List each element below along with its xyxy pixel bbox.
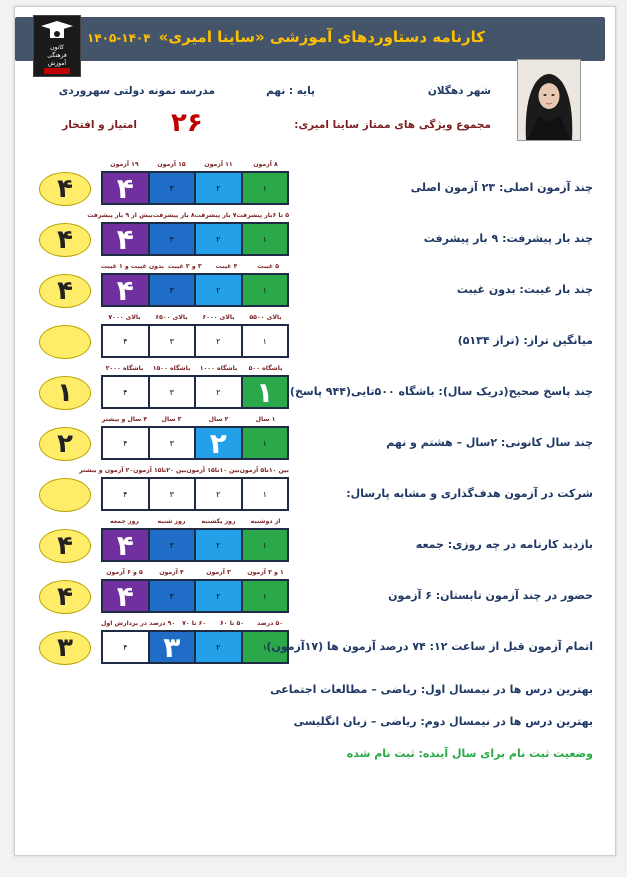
level-label: ۱۵ آزمون [157, 161, 186, 168]
level-label: ۳ سال [161, 416, 182, 423]
row-description: چند سال کانونی: ۲سال – هشتم و نهم [386, 436, 593, 449]
level-cell: ۱ [243, 530, 288, 560]
academic-years: ۱۴۰۵-۱۴۰۴ [87, 31, 151, 45]
level-label: بیش از ۹ بار پیشرفت [87, 212, 153, 219]
level-label: بالای ۵۵۰۰ [249, 314, 282, 321]
level-cell: ۴ [103, 479, 148, 509]
achievement-row [101, 222, 289, 256]
level-label: ۳ و ۲ غیبت [167, 263, 202, 270]
level-label: ۲ سال [208, 416, 229, 423]
achievement-row [101, 273, 289, 307]
level-cell: ۲ [196, 275, 241, 305]
level-label: ۹۰ درصد در بردارش اول [101, 620, 176, 627]
level-cell: ۳ [150, 224, 195, 254]
row-description: حضور در چند آزمون تابستان: ۶ آزمون [388, 589, 593, 602]
logo-text-3: آموزش [47, 60, 67, 67]
row-description: شرکت در آزمون هدف‌گذاری و مشابه پارسال: [346, 487, 593, 500]
level-label: بالای ۶۵۰۰ [155, 314, 188, 321]
logo-badge [44, 68, 70, 74]
level-label: بالای ۶۰۰۰ [202, 314, 235, 321]
level-cell: ۳ [150, 581, 195, 611]
row-labels [101, 314, 289, 324]
score-circle [39, 325, 91, 359]
level-label: بین ۱۰تا۵ آزمون [239, 467, 289, 474]
row-labels [101, 620, 289, 630]
report-title: کارنامه دستاوردهای آموزشی «ساینا امیری» [158, 28, 485, 46]
student-portrait-icon [518, 60, 580, 140]
level-cell: ۱ [243, 173, 288, 203]
level-cell: ۳ [150, 632, 195, 662]
level-label: ۱ سال [255, 416, 276, 423]
level-label: بین ۱۰تا۱۵ آزمون [186, 467, 240, 474]
best-courses-term1: بهترین درس ها در نیمسال اول: ریاضی – مطالعات اجتماعی [270, 683, 593, 696]
level-cell: ۱ [243, 377, 288, 407]
level-label: باشگاه ۱۰۰۰ [199, 365, 238, 372]
level-cell: ۱ [243, 224, 288, 254]
level-label: بین ۲۰تا۱۵ آزمون [133, 467, 187, 474]
grade-label: پایه : نهم [266, 85, 315, 97]
level-cell: ۳ [150, 326, 195, 356]
level-label: ۴ آزمون [159, 569, 184, 576]
header-bar [15, 17, 605, 61]
row-description: میانگین تراز: (تراز ۵۱۳۴) [457, 334, 593, 347]
score-circle: ۳ [39, 631, 91, 665]
student-photo [517, 59, 581, 141]
level-label: ۱ و ۲ آزمون [247, 569, 284, 576]
score-circle: ۴ [39, 223, 91, 257]
row-description: چند بار پیشرفت: ۹ بار پیشرفت [423, 232, 593, 245]
level-label: ۵ و ۶ آزمون [106, 569, 143, 576]
achievement-row [101, 171, 289, 205]
row-description: اتمام آزمون قبل از ساعت ۱۲: ۷۴ درصد آزمون ها (۱۷آزمون) [266, 640, 593, 653]
level-label: ۲۰ آزمون و بیشتر [79, 467, 134, 474]
school-label: مدرسه نمونه دولتی سهروردی [58, 85, 215, 97]
level-label: ۷ بار پیشرفت [194, 212, 237, 219]
total-features-label: مجموع ویژگی های ممتاز ساینا امیری: [294, 119, 491, 131]
row-description: بازدید کارنامه در چه روزی: جمعه [415, 538, 593, 551]
level-label: روز شنبه [157, 518, 186, 525]
row-description: چند آزمون اصلی: ۲۳ آزمون اصلی [410, 181, 593, 194]
level-cell: ۳ [150, 479, 195, 509]
score-circle: ۴ [39, 529, 91, 563]
level-label: ۱۹ آزمون [110, 161, 139, 168]
level-label: بالای ۷۰۰۰ [108, 314, 141, 321]
level-cell: ۳ [150, 275, 195, 305]
level-label: روز یکشنبه [201, 518, 236, 525]
level-label: ۳ آزمون [206, 569, 231, 576]
achievement-row [101, 477, 289, 511]
level-cell: ۱ [243, 275, 288, 305]
level-cell: ۴ [103, 530, 148, 560]
level-label: روز جمعه [110, 518, 139, 525]
level-label: ۴ سال و بیشتر [101, 416, 148, 423]
row-labels [101, 518, 289, 528]
level-cell: ۳ [150, 530, 195, 560]
score-circle: ۱ [39, 376, 91, 410]
score-circle: ۴ [39, 274, 91, 308]
graduation-figure-icon [40, 20, 74, 40]
level-label: بدون غیبت و ۱ غیبت [101, 263, 164, 270]
row-labels [101, 263, 289, 273]
score-circle: ۴ [39, 580, 91, 614]
level-cell: ۲ [196, 632, 241, 662]
level-cell: ۱ [243, 428, 288, 458]
points-label: امتیاز و افتخار [62, 119, 137, 131]
row-labels [87, 212, 289, 222]
level-cell: ۴ [103, 173, 148, 203]
level-cell: ۴ [103, 632, 148, 662]
level-cell: ۴ [103, 428, 148, 458]
level-label: ۵ تا ۶بار پیشرفت [236, 212, 289, 219]
level-label: ۸ بار پیشرفت [152, 212, 195, 219]
level-cell: ۴ [103, 224, 148, 254]
level-cell: ۳ [150, 428, 195, 458]
logo-text-1: کانون [50, 44, 64, 51]
achievement-row [101, 375, 289, 409]
level-label: ۶۰ تا ۷۰ [182, 620, 207, 627]
level-label: ۱۱ آزمون [204, 161, 233, 168]
total-score-value: ۲۶ [171, 108, 203, 138]
level-label: ۸ آزمون [253, 161, 278, 168]
level-cell: ۴ [103, 326, 148, 356]
level-label: باشگاه ۱۵۰۰ [152, 365, 191, 372]
level-cell: ۳ [150, 377, 195, 407]
achievement-row [101, 630, 289, 664]
achievement-row [101, 528, 289, 562]
best-courses-term2: بهترین درس ها در نیمسال دوم: ریاضی – زبان انگلیسی [293, 715, 593, 728]
level-cell: ۱ [243, 326, 288, 356]
level-label: باشگاه ۲۰۰۰ [105, 365, 144, 372]
level-label: ۵۰ تا ۶۰ [220, 620, 245, 627]
score-circle [39, 478, 91, 512]
level-cell: ۲ [196, 428, 241, 458]
level-label: ۵ غیبت [257, 263, 280, 270]
level-label: ۵۰ درصد [257, 620, 284, 627]
achievement-row [101, 324, 289, 358]
level-cell: ۴ [103, 581, 148, 611]
level-cell: ۱ [243, 581, 288, 611]
level-cell: ۴ [103, 377, 148, 407]
score-circle: ۴ [39, 172, 91, 206]
level-cell: ۲ [196, 479, 241, 509]
level-label: ۴ غیبت [215, 263, 238, 270]
city-label: شهر دهگلان [427, 85, 491, 97]
level-cell: ۱ [243, 632, 288, 662]
level-cell: ۲ [196, 530, 241, 560]
row-description: چند بار غیبت: بدون غیبت [456, 283, 593, 296]
achievement-row [101, 426, 289, 460]
row-labels [101, 416, 289, 426]
logo-text-2: فرهنگی [47, 52, 67, 59]
level-cell: ۲ [196, 326, 241, 356]
score-circle: ۲ [39, 427, 91, 461]
level-cell: ۱ [243, 479, 288, 509]
level-cell: ۲ [196, 173, 241, 203]
level-cell: ۴ [103, 275, 148, 305]
row-labels [79, 467, 289, 477]
level-cell: ۳ [150, 173, 195, 203]
row-labels [101, 161, 289, 171]
achievement-row [101, 579, 289, 613]
level-cell: ۲ [196, 377, 241, 407]
row-description: چند پاسخ صحیح(دریک سال): باشگاه ۵۰۰تایی(۹۴۴ پاسخ) [289, 385, 593, 398]
row-labels [101, 365, 289, 375]
row-labels [101, 569, 289, 579]
report-card-page [14, 6, 616, 856]
level-label: باشگاه ۵۰۰ [248, 365, 283, 372]
registration-status: وضعیت ثبت نام برای سال آینده: ثبت نام شده [346, 747, 593, 760]
level-cell: ۲ [196, 581, 241, 611]
level-cell: ۲ [196, 224, 241, 254]
kanoon-logo [33, 15, 81, 77]
level-label: از دوشنبه [250, 518, 281, 525]
